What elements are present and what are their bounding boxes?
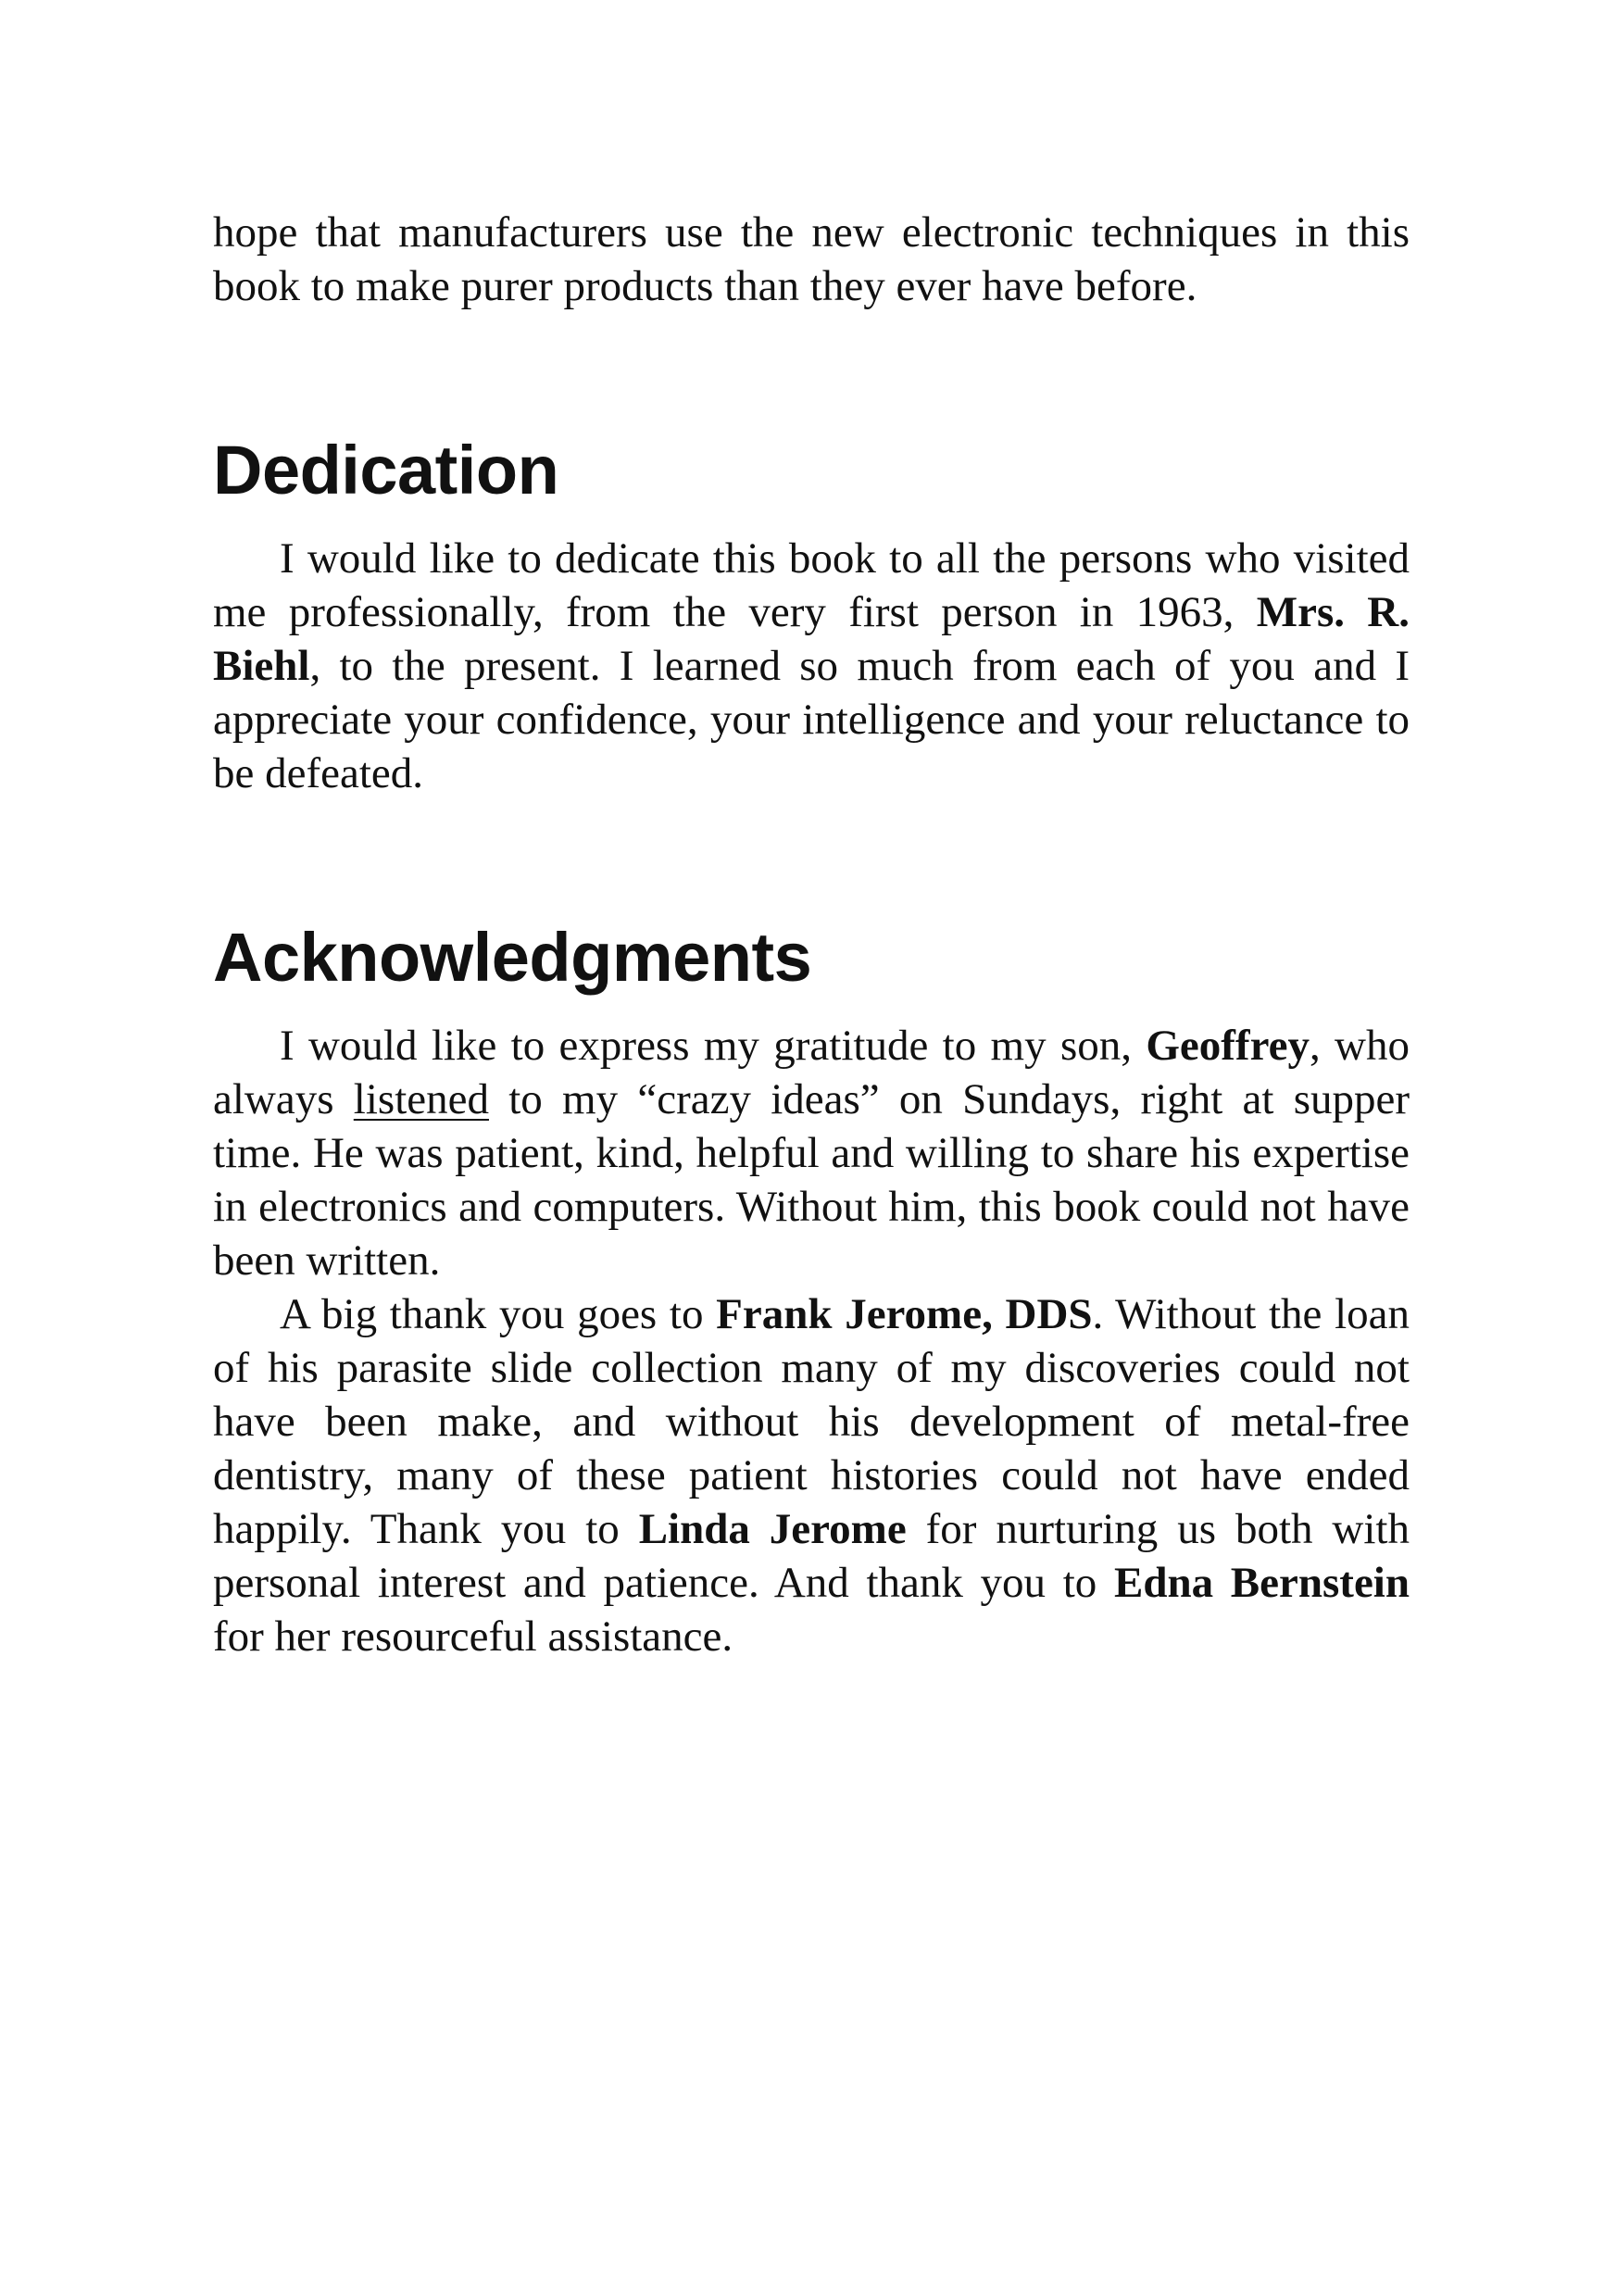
ack-p1-name: Geoffrey xyxy=(1146,1022,1310,1070)
intro-text: hope that manufacturers use the new electronic techniques in this book to make purer products than they ever have before. xyxy=(213,208,1410,310)
ack-p2-text-1: A big thank you goes to xyxy=(280,1290,717,1338)
dedication-heading: Dedication xyxy=(213,432,559,508)
acknowledgments-heading: Acknowledgments xyxy=(213,919,812,996)
ack-p2-text-2: . Without the loan of his parasite slide collection many of my discoveries could not have been make, and without his development of metal-free dentistry, many of these patient histories could not have ended happily. Thank you to xyxy=(213,1290,1410,1553)
ack-p2-name-3: Edna Bernstein xyxy=(1113,1559,1410,1607)
ack-p1-text-1: I would like to express my gratitude to my son, xyxy=(280,1022,1147,1070)
intro-paragraph xyxy=(213,206,1410,313)
acknowledgments-paragraph-1 xyxy=(213,1019,1410,1287)
ack-p1-text-2: , who always xyxy=(213,1022,1410,1123)
dedication-text-before: I would like to dedicate this book to all the persons who visited me professionally, from the very first person in 1963, xyxy=(213,534,1410,636)
ack-p1-underlined: listened xyxy=(353,1075,489,1123)
ack-p2-text-3: for nurturing us both with personal interest and patience. And thank you to xyxy=(213,1505,1410,1607)
acknowledgments-paragraph-2 xyxy=(213,1287,1410,1663)
dedication-text-after: , to the present. I learned so much from each of you and I appreciate your confidence, your intelligence and your reluctance to be defeated. xyxy=(213,642,1410,797)
ack-p2-name-2: Linda Jerome xyxy=(638,1505,907,1553)
ack-p1-text-3: to my “crazy ideas” on Sundays, right at supper time. He was patient, kind, helpful and willing to share his expertise in electronics and computers. Without him, this book could not have been written. xyxy=(213,1075,1410,1285)
dedication-name: Mrs. R. Biehl xyxy=(213,588,1410,690)
ack-p2-text-4: for her resourceful assistance. xyxy=(213,1612,733,1661)
document-page xyxy=(213,206,1410,1663)
ack-p2-name-1: Frank Jerome, DDS xyxy=(716,1290,1093,1338)
dedication-paragraph xyxy=(213,532,1410,800)
